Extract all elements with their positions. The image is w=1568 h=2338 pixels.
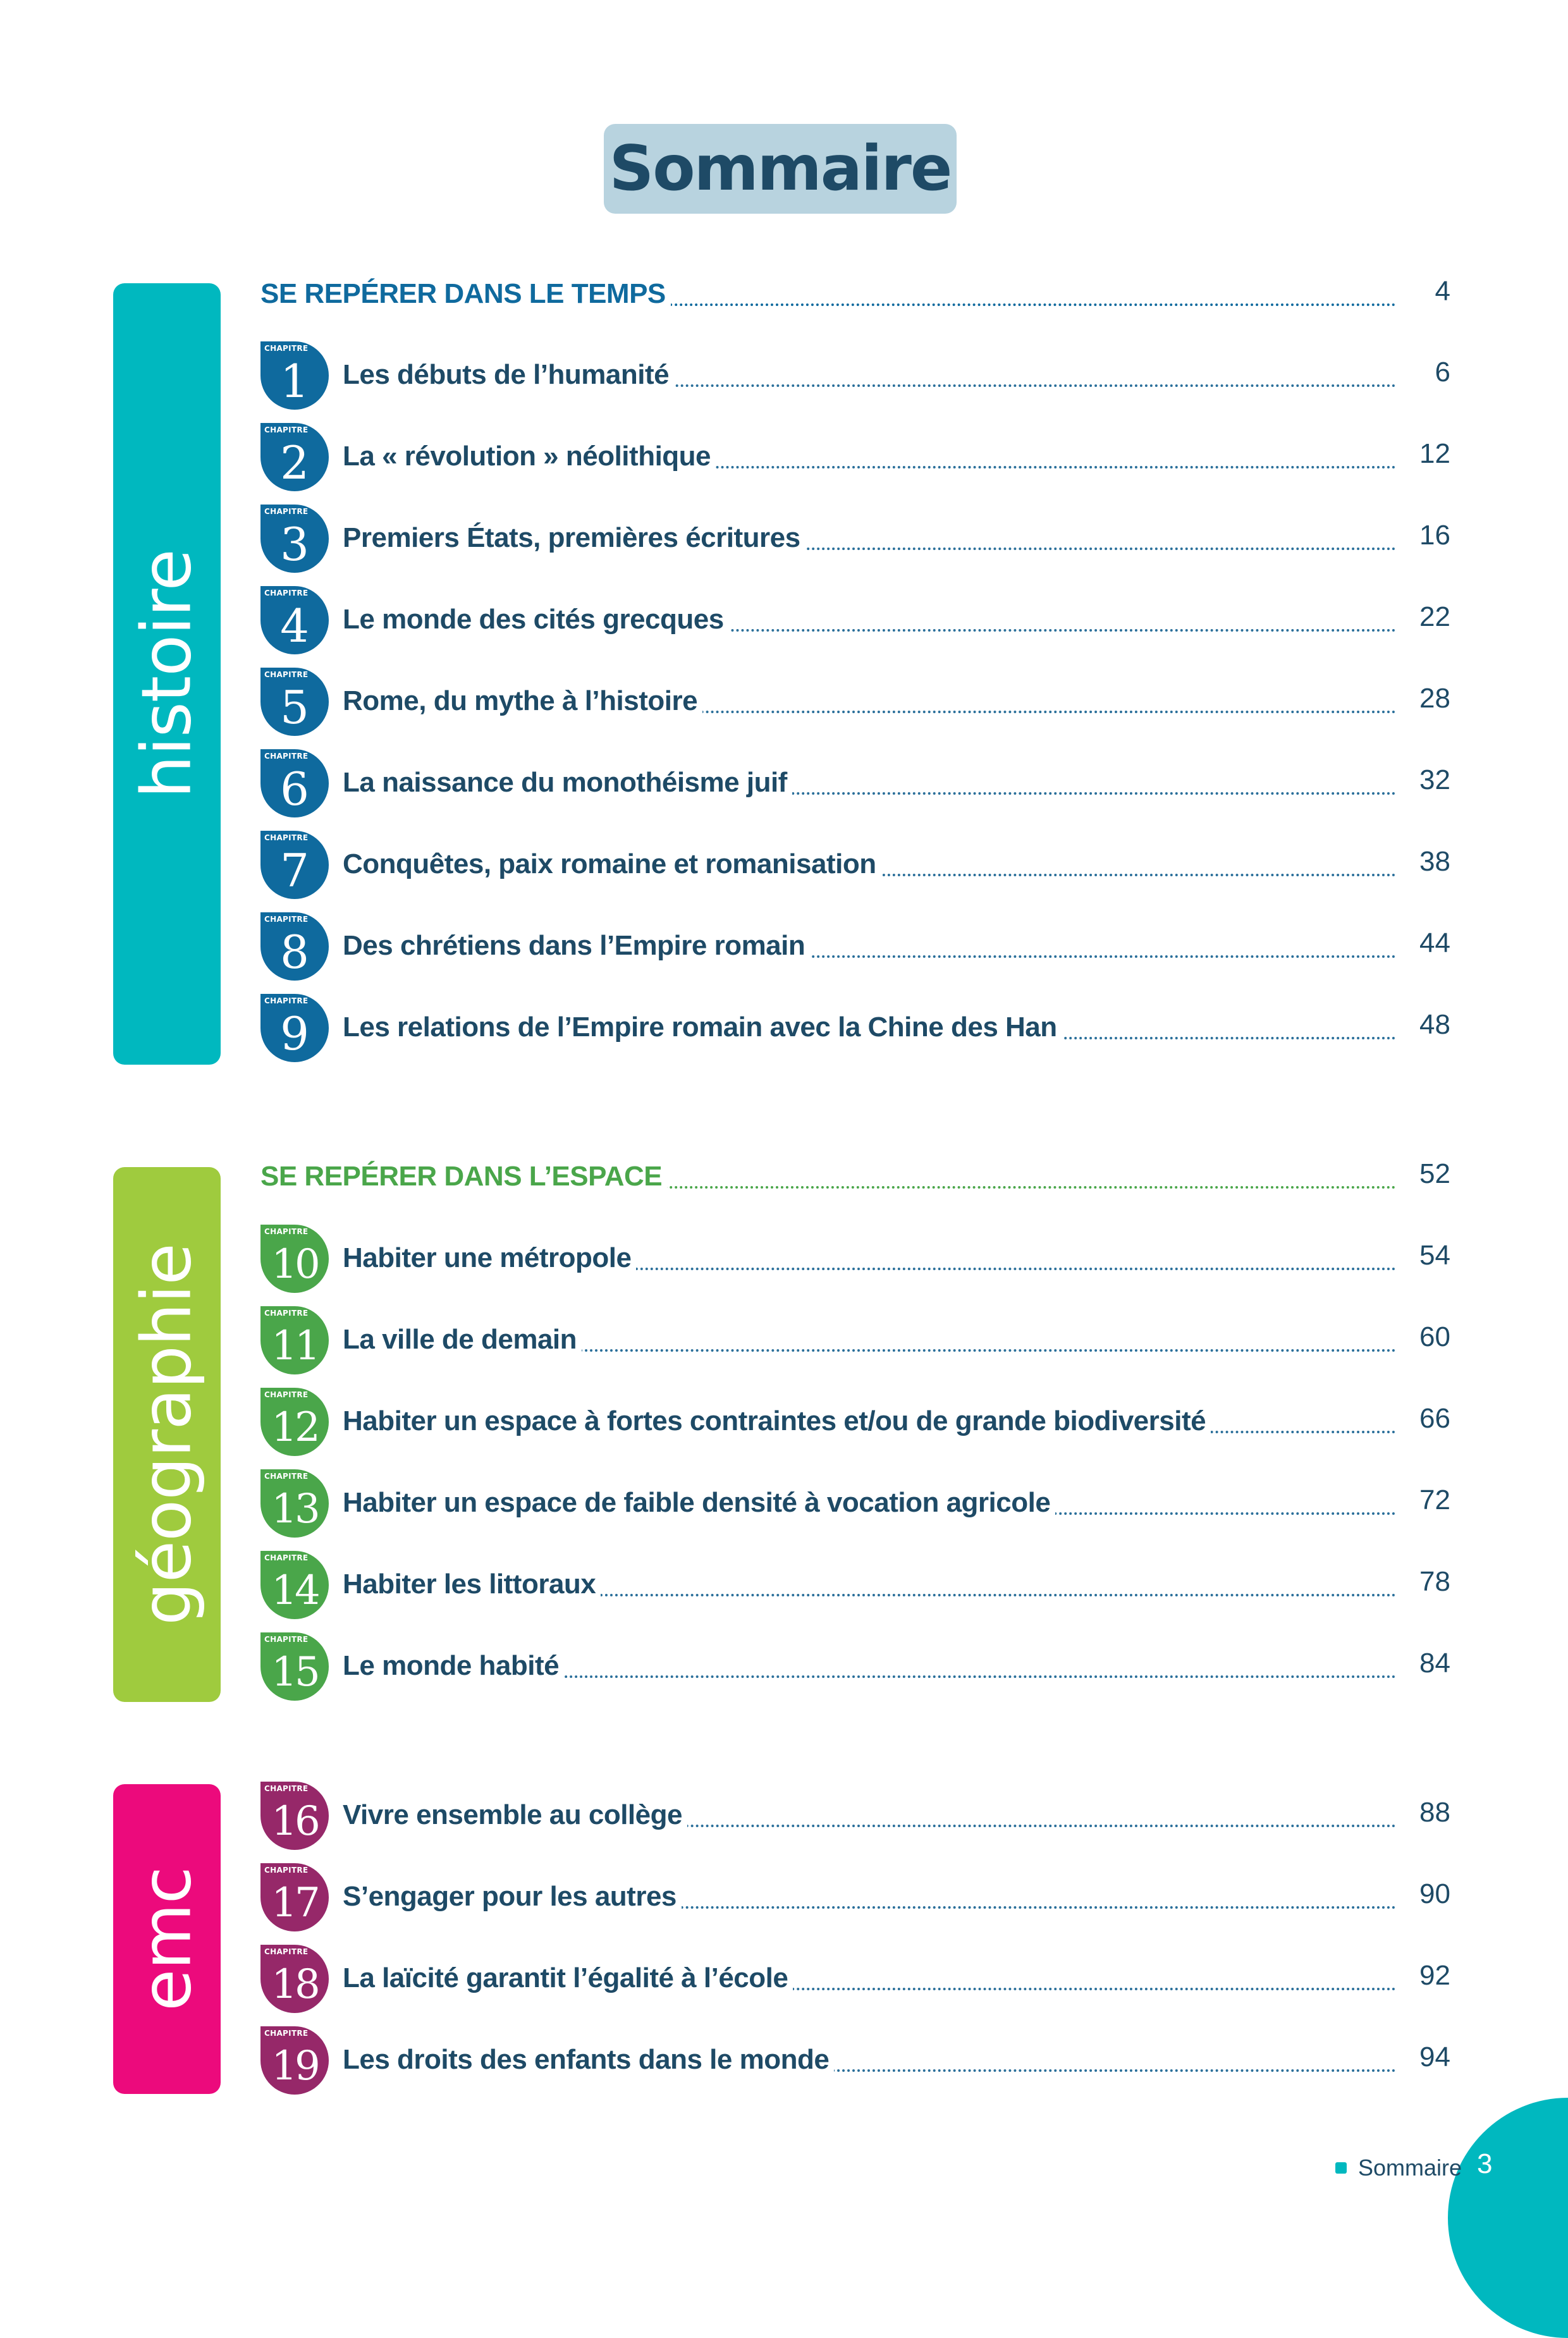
chapter-caption: CHAPITRE xyxy=(264,1635,309,1644)
page-ref: 92 xyxy=(1419,1960,1450,1991)
chapter-number: 8 xyxy=(280,926,309,979)
chapter-number: 4 xyxy=(280,599,309,652)
chapter-caption: CHAPITRE xyxy=(264,670,309,679)
chapter-badge xyxy=(260,831,329,899)
chapter-title: Le monde habité xyxy=(343,1650,564,1682)
chapter-badge xyxy=(260,423,329,491)
chapter-number: 18 xyxy=(271,1961,318,2008)
chapter-title: La « révolution » néolithique xyxy=(343,441,716,472)
chapter-title: Habiter une métropole xyxy=(343,1242,636,1274)
page-ref: 44 xyxy=(1419,927,1450,958)
chapter-badge xyxy=(260,586,329,654)
toc-entry-chapter-6[interactable] xyxy=(260,749,1450,819)
chapter-caption: CHAPITRE xyxy=(264,2029,309,2038)
page-ref: 94 xyxy=(1419,2041,1450,2072)
chapter-title: Habiter les littoraux xyxy=(343,1569,601,1600)
chapter-title: La ville de demain xyxy=(343,1324,582,1356)
chapter-title: Les débuts de l’humanité xyxy=(343,359,674,391)
chapter-number: 6 xyxy=(280,762,309,816)
chapter-caption: CHAPITRE xyxy=(264,833,309,842)
toc-entry-chapter-11[interactable] xyxy=(260,1306,1450,1376)
chapter-badge xyxy=(260,1632,329,1701)
page-ref: 88 xyxy=(1419,1797,1450,1828)
chapter-title: Des chrétiens dans l’Empire romain xyxy=(343,930,810,962)
toc-entry-chapter-8[interactable] xyxy=(260,912,1450,982)
title-box xyxy=(604,124,957,214)
chapter-number: 9 xyxy=(280,1007,309,1060)
toc-entry-chapter-13[interactable] xyxy=(260,1469,1450,1539)
chapter-badge xyxy=(260,1388,329,1456)
chapter-caption: CHAPITRE xyxy=(264,996,309,1005)
chapter-title: Les droits des enfants dans le monde xyxy=(343,2044,834,2076)
chapter-title: S’engager pour les autres xyxy=(343,1881,682,1913)
chapter-number: 11 xyxy=(271,1323,318,1369)
chapter-number: 1 xyxy=(280,355,309,408)
histoire-band xyxy=(113,283,221,1065)
toc-entry-chapter-17[interactable] xyxy=(260,1863,1450,1933)
page-ref: 16 xyxy=(1419,520,1450,551)
chapter-number: 14 xyxy=(271,1567,318,1614)
chapter-title: Rome, du mythe à l’histoire xyxy=(343,685,702,717)
emc-label: emc xyxy=(127,1866,207,2012)
chapter-badge xyxy=(260,2026,329,2095)
chapter-title: La naissance du monothéisme juif xyxy=(343,767,792,799)
page-ref: 38 xyxy=(1419,846,1450,877)
chapter-title: Les relations de l’Empire romain avec la Chine des Han xyxy=(343,1012,1062,1043)
toc-entry-chapter-9[interactable] xyxy=(260,994,1450,1063)
chapter-caption: CHAPITRE xyxy=(264,1866,309,1875)
toc-entry-chapter-14[interactable] xyxy=(260,1551,1450,1620)
footer xyxy=(1335,2152,1462,2184)
chapter-badge xyxy=(260,994,329,1062)
toc-entry-chapter-2[interactable] xyxy=(260,423,1450,493)
chapter-caption: CHAPITRE xyxy=(264,1472,309,1481)
chapter-badge xyxy=(260,1551,329,1619)
page-title: Sommaire xyxy=(609,133,952,205)
footer-label: Sommaire xyxy=(1358,2155,1462,2181)
chapter-title: Le monde des cités grecques xyxy=(343,604,729,635)
toc-entry-chapter-16[interactable] xyxy=(260,1782,1450,1851)
chapter-title: Conquêtes, paix romaine et romanisation xyxy=(343,848,881,880)
chapter-number: 3 xyxy=(280,518,309,571)
chapter-caption: CHAPITRE xyxy=(264,344,309,353)
emc-band xyxy=(113,1784,221,2094)
footer-square-icon xyxy=(1335,2162,1347,2174)
chapter-number: 10 xyxy=(271,1241,318,1288)
toc-entry-chapter-5[interactable] xyxy=(260,668,1450,737)
corner-decoration xyxy=(1448,2098,1568,2338)
toc-entry-chapter-4[interactable] xyxy=(260,586,1450,656)
chapter-number: 15 xyxy=(271,1649,318,1696)
section-header-title: SE REPÉRER DANS LE TEMPS xyxy=(260,278,671,310)
chapter-badge xyxy=(260,1225,329,1293)
section-header-histoire[interactable] xyxy=(260,273,1450,317)
toc-entry-chapter-7[interactable] xyxy=(260,831,1450,900)
chapter-number: 2 xyxy=(280,436,309,489)
page-ref: 54 xyxy=(1419,1240,1450,1271)
chapter-title: Premiers États, premières écritures xyxy=(343,522,805,554)
chapter-badge xyxy=(260,1863,329,1931)
toc-entry-chapter-10[interactable] xyxy=(260,1225,1450,1294)
page-ref: 12 xyxy=(1419,438,1450,469)
page-number: 3 xyxy=(1477,2148,1493,2179)
toc-entry-chapter-3[interactable] xyxy=(260,505,1450,574)
chapter-title: Vivre ensemble au collège xyxy=(343,1799,687,1831)
toc-entry-chapter-1[interactable] xyxy=(260,341,1450,411)
chapter-number: 19 xyxy=(271,2043,318,2090)
chapter-caption: CHAPITRE xyxy=(264,1390,309,1399)
chapter-badge xyxy=(260,1945,329,2013)
chapter-caption: CHAPITRE xyxy=(264,752,309,761)
chapter-title: Habiter un espace à fortes contraintes et/ou de grande biodiversité xyxy=(343,1405,1211,1437)
chapter-number: 17 xyxy=(271,1880,318,1926)
toc-entry-chapter-15[interactable] xyxy=(260,1632,1450,1702)
toc-entry-chapter-19[interactable] xyxy=(260,2026,1450,2096)
chapter-badge xyxy=(260,1306,329,1374)
page-ref: 48 xyxy=(1419,1009,1450,1040)
chapter-badge xyxy=(260,341,329,410)
section-header-geographie[interactable] xyxy=(260,1156,1450,1200)
page-ref: 66 xyxy=(1419,1403,1450,1434)
chapter-caption: CHAPITRE xyxy=(264,507,309,516)
chapter-badge xyxy=(260,1469,329,1538)
chapter-title: Habiter un espace de faible densité à vocation agricole xyxy=(343,1487,1055,1519)
page-ref: 52 xyxy=(1419,1158,1450,1189)
chapter-caption: CHAPITRE xyxy=(264,425,309,434)
page-ref: 60 xyxy=(1419,1321,1450,1352)
page-ref: 90 xyxy=(1419,1878,1450,1909)
chapter-caption: CHAPITRE xyxy=(264,1947,309,1956)
chapter-badge xyxy=(260,505,329,573)
chapter-caption: CHAPITRE xyxy=(264,1784,309,1793)
chapter-number: 7 xyxy=(280,844,309,897)
toc-entry-chapter-18[interactable] xyxy=(260,1945,1450,2014)
chapter-caption: CHAPITRE xyxy=(264,1227,309,1236)
geographie-band xyxy=(113,1167,221,1702)
section-header-title: SE REPÉRER DANS L’ESPACE xyxy=(260,1161,667,1192)
chapter-caption: CHAPITRE xyxy=(264,1553,309,1562)
page-ref: 22 xyxy=(1419,601,1450,632)
chapter-badge xyxy=(260,749,329,817)
page-ref: 84 xyxy=(1419,1648,1450,1679)
chapter-number: 16 xyxy=(271,1798,318,1845)
toc-entry-chapter-12[interactable] xyxy=(260,1388,1450,1457)
page-ref: 72 xyxy=(1419,1484,1450,1515)
chapter-number: 5 xyxy=(280,681,309,734)
histoire-label: histoire xyxy=(127,549,207,799)
chapter-number: 13 xyxy=(271,1486,318,1533)
chapter-caption: CHAPITRE xyxy=(264,915,309,924)
chapter-badge xyxy=(260,668,329,736)
geographie-label: géographie xyxy=(127,1244,207,1625)
chapter-caption: CHAPITRE xyxy=(264,1309,309,1318)
page-ref: 78 xyxy=(1419,1566,1450,1597)
page-ref: 28 xyxy=(1419,683,1450,714)
chapter-title: La laïcité garantit l’égalité à l’école xyxy=(343,1962,793,1994)
chapter-badge xyxy=(260,1782,329,1850)
page-ref: 4 xyxy=(1435,276,1450,307)
chapter-caption: CHAPITRE xyxy=(264,589,309,597)
page-ref: 32 xyxy=(1419,764,1450,795)
chapter-number: 12 xyxy=(271,1404,318,1451)
chapter-badge xyxy=(260,912,329,981)
page-ref: 6 xyxy=(1435,357,1450,388)
